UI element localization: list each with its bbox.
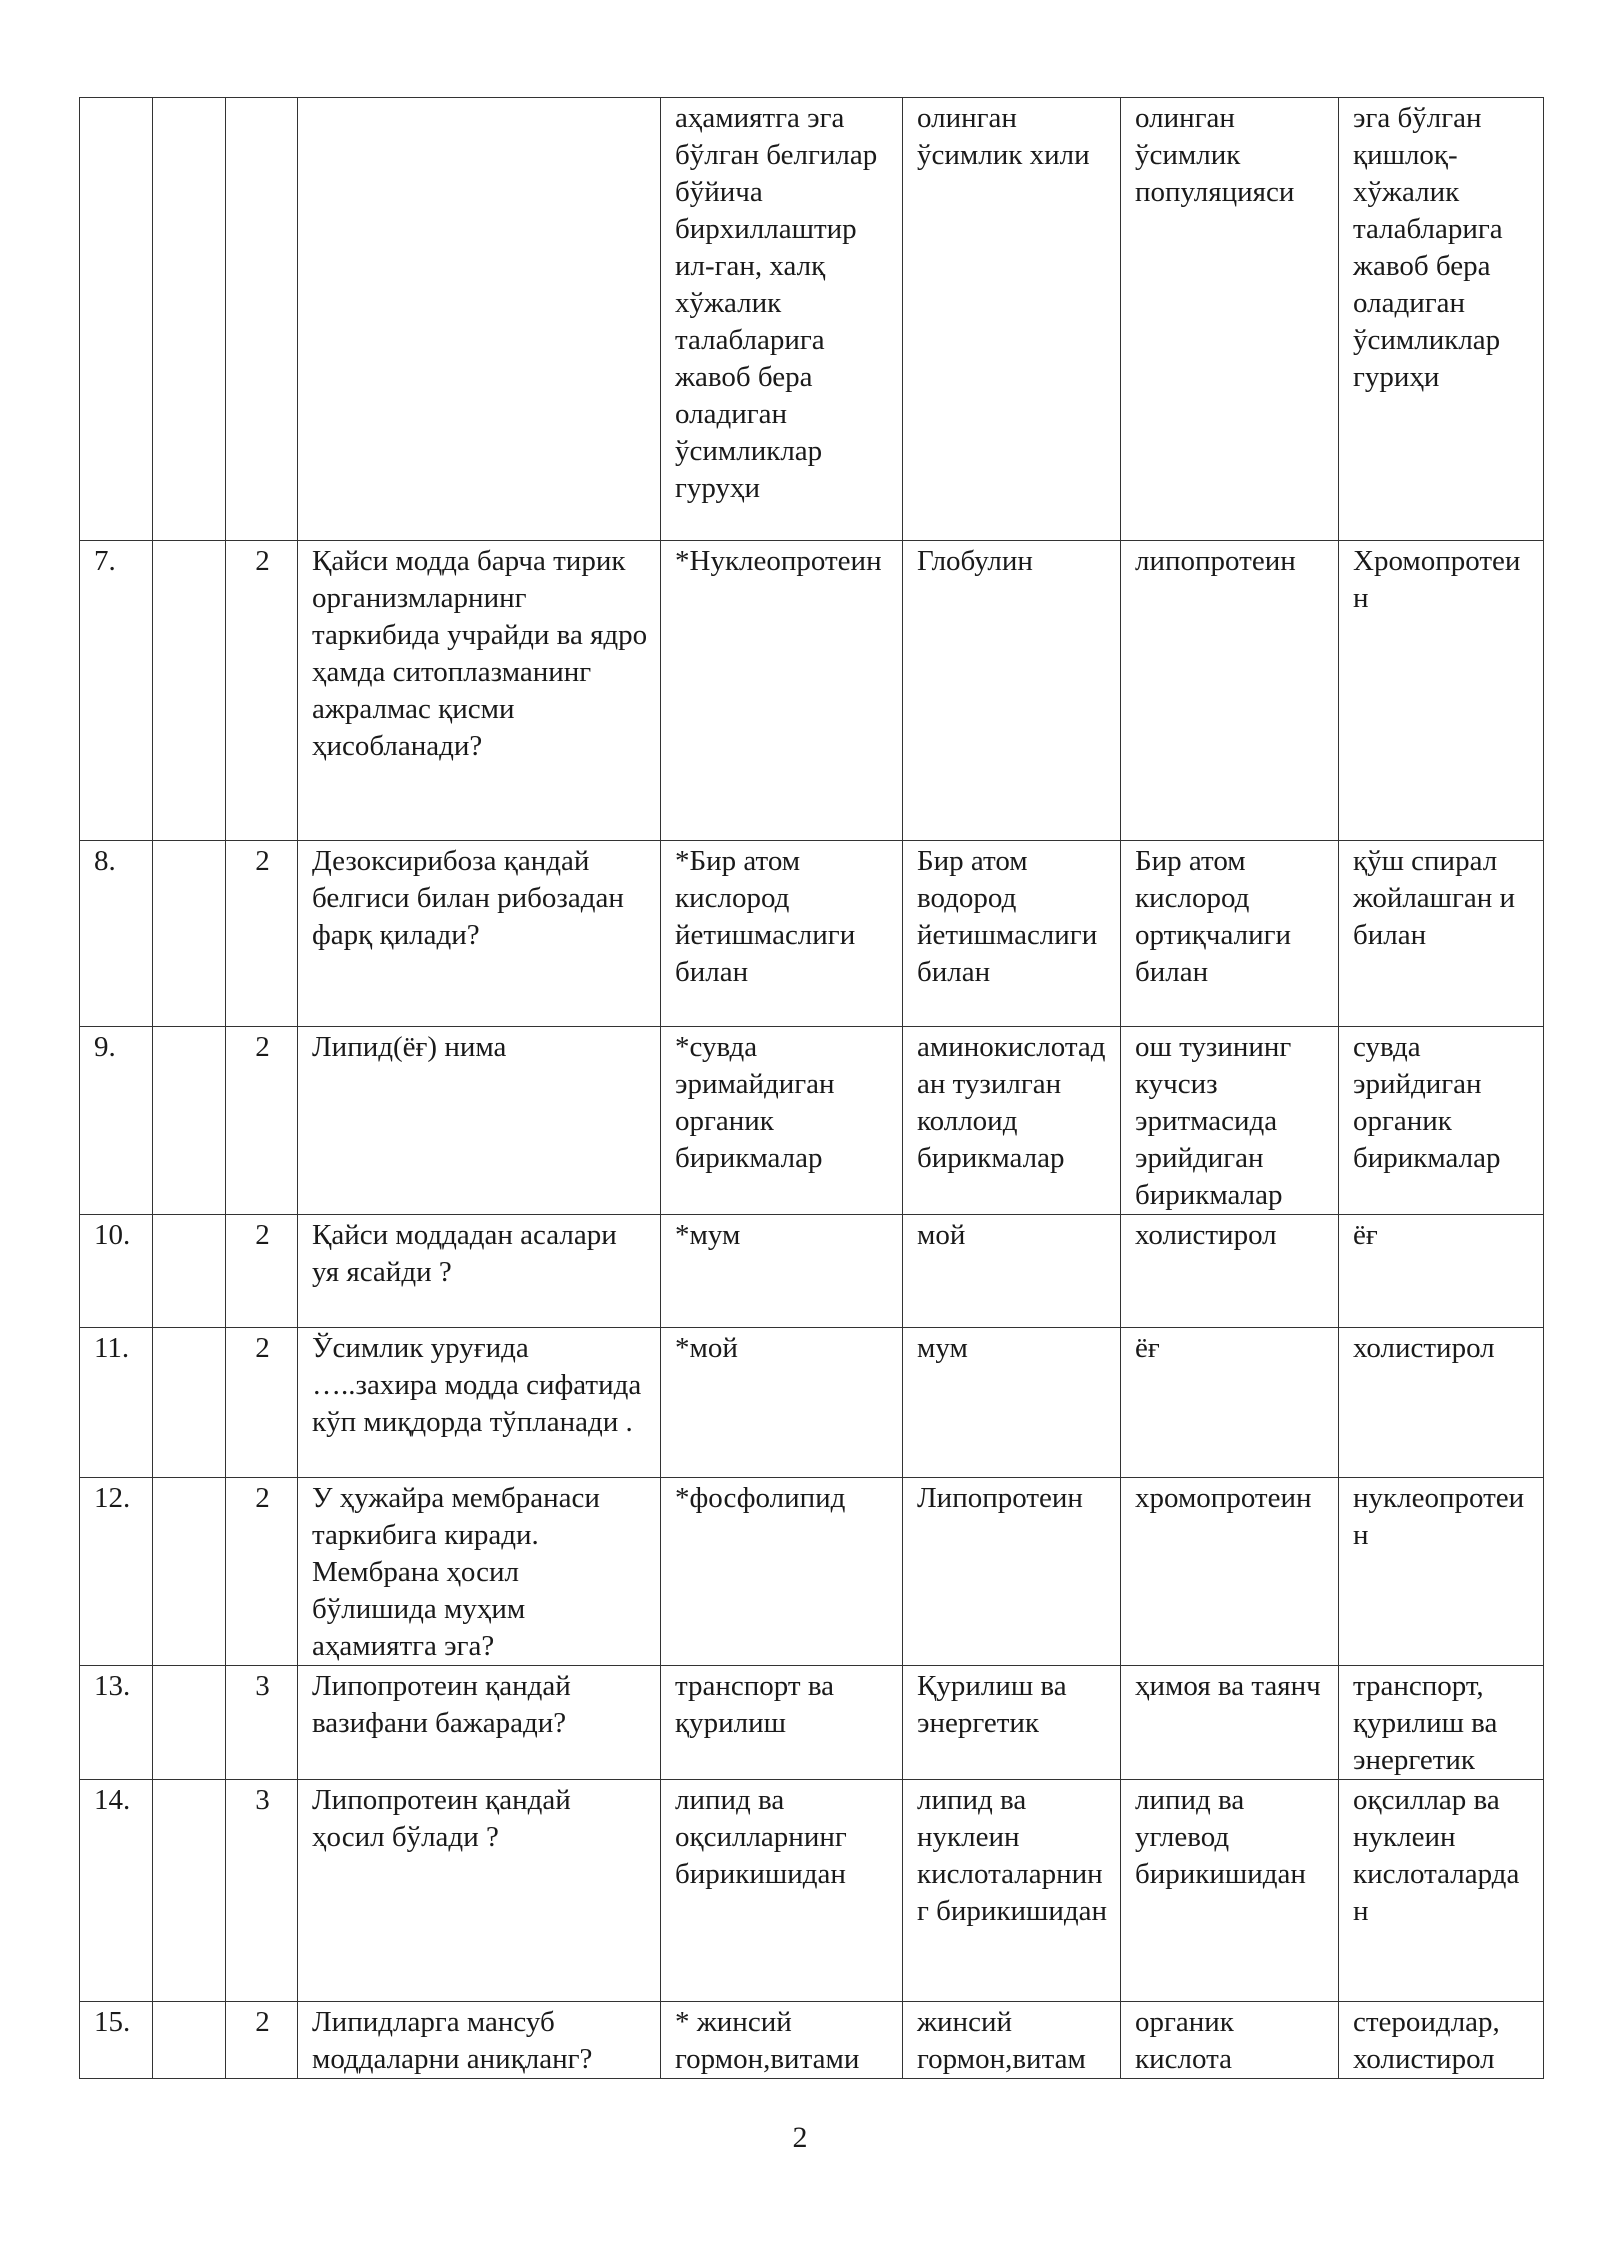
test-questions-table bbox=[79, 97, 1544, 2079]
answer-option-d-cell: эга бўлган қишлоқ-хўжалик талабларига жавоб бера оладиган ўсимликлар гуриҳи bbox=[1339, 98, 1544, 541]
question-text-cell: Ўсимлик уруғида …..захира модда сифатида кўп миқдорда тўпланади . bbox=[298, 1328, 661, 1478]
answer-option-d-cell: оқсиллар ва нуклеин кислоталардан bbox=[1339, 1780, 1544, 2002]
answer-option-d-cell: нуклеопротеин bbox=[1339, 1478, 1544, 1666]
blank-cell bbox=[153, 98, 226, 541]
answer-correct-cell: липид ва оқсилларнинг бирикишидан bbox=[661, 1780, 903, 2002]
question-number-cell: 9. bbox=[80, 1027, 153, 1215]
blank-cell bbox=[153, 1666, 226, 1780]
question-number-cell: 12. bbox=[80, 1478, 153, 1666]
question-text-cell: Липид(ёғ) нима bbox=[298, 1027, 661, 1215]
answer-correct-cell: *Бир атом кислород йетишмаслиги билан bbox=[661, 841, 903, 1027]
table-row bbox=[80, 841, 1544, 1027]
question-number-cell: 14. bbox=[80, 1780, 153, 2002]
question-text-cell: Липопротеин қандай ҳосил бўлади ? bbox=[298, 1780, 661, 2002]
question-number-cell bbox=[80, 98, 153, 541]
table-row bbox=[80, 1780, 1544, 2002]
answer-option-c-cell: органик кислота bbox=[1121, 2002, 1339, 2079]
table-row bbox=[80, 1478, 1544, 1666]
answer-option-b-cell: Липопротеин bbox=[903, 1478, 1121, 1666]
difficulty-cell: 2 bbox=[226, 2002, 298, 2079]
answer-option-c-cell: ҳимоя ва таянч bbox=[1121, 1666, 1339, 1780]
difficulty-cell: 2 bbox=[226, 841, 298, 1027]
answer-option-c-cell: холистирол bbox=[1121, 1215, 1339, 1328]
difficulty-cell bbox=[226, 98, 298, 541]
answer-correct-cell: *мой bbox=[661, 1328, 903, 1478]
table-row bbox=[80, 1328, 1544, 1478]
difficulty-cell: 3 bbox=[226, 1780, 298, 2002]
blank-cell bbox=[153, 1215, 226, 1328]
blank-cell bbox=[153, 1027, 226, 1215]
table-row bbox=[80, 1027, 1544, 1215]
difficulty-cell: 2 bbox=[226, 1027, 298, 1215]
answer-option-d-cell: транспорт, қурилиш ва энергетик bbox=[1339, 1666, 1544, 1780]
answer-option-d-cell: стероидлар, холистирол bbox=[1339, 2002, 1544, 2079]
answer-correct-cell: аҳамиятга эга бўлган белгилар бўйича бирхиллаштир ил-ган, халқ хўжалик талабларига жавоб бера оладиган ўсимликлар гуруҳи bbox=[661, 98, 903, 541]
question-text-cell: Қайси модда барча тирик организмларнинг таркибида учрайди ва ядро ҳамда ситоплазманинг ажралмас қисми ҳисобланади? bbox=[298, 541, 661, 841]
page-number: 2 bbox=[792, 2121, 808, 2154]
answer-option-c-cell: липопротеин bbox=[1121, 541, 1339, 841]
question-number-cell: 8. bbox=[80, 841, 153, 1027]
answer-option-d-cell: қўш спирал жойлашган и билан bbox=[1339, 841, 1544, 1027]
blank-cell bbox=[153, 2002, 226, 2079]
question-text-cell: У ҳужайра мембранаси таркибига киради. Мембрана ҳосил бўлишида муҳим аҳамиятга эга? bbox=[298, 1478, 661, 1666]
answer-option-b-cell: Глобулин bbox=[903, 541, 1121, 841]
table-row bbox=[80, 1666, 1544, 1780]
answer-option-b-cell: мум bbox=[903, 1328, 1121, 1478]
answer-correct-cell: транспорт ва қурилиш bbox=[661, 1666, 903, 1780]
table-row bbox=[80, 541, 1544, 841]
table-row bbox=[80, 98, 1544, 541]
table-body bbox=[80, 98, 1544, 2079]
answer-correct-cell: * жинсий гормон,витами bbox=[661, 2002, 903, 2079]
question-number-cell: 7. bbox=[80, 541, 153, 841]
question-text-cell: Липидларга мансуб моддаларни аниқланг? bbox=[298, 2002, 661, 2079]
question-text-cell bbox=[298, 98, 661, 541]
answer-option-d-cell: холистирол bbox=[1339, 1328, 1544, 1478]
difficulty-cell: 2 bbox=[226, 541, 298, 841]
answer-option-b-cell: олинган ўсимлик хили bbox=[903, 98, 1121, 541]
blank-cell bbox=[153, 1780, 226, 2002]
blank-cell bbox=[153, 541, 226, 841]
answer-correct-cell: *Нуклеопротеин bbox=[661, 541, 903, 841]
answer-option-c-cell: ош тузининг кучсиз эритмасида эрийдиган бирикмалар bbox=[1121, 1027, 1339, 1215]
answer-option-c-cell: ёғ bbox=[1121, 1328, 1339, 1478]
answer-correct-cell: *сувда эримайдиган органик бирикмалар bbox=[661, 1027, 903, 1215]
question-number-cell: 11. bbox=[80, 1328, 153, 1478]
difficulty-cell: 2 bbox=[226, 1328, 298, 1478]
question-number-cell: 13. bbox=[80, 1666, 153, 1780]
answer-option-d-cell: Хромопротеин bbox=[1339, 541, 1544, 841]
answer-option-c-cell: хромопротеин bbox=[1121, 1478, 1339, 1666]
question-text-cell: Дезоксирибоза қандай белгиси билан рибозадан фарқ қилади? bbox=[298, 841, 661, 1027]
answer-option-d-cell: ёғ bbox=[1339, 1215, 1544, 1328]
answer-option-c-cell: Бир атом кислород ортиқчалиги билан bbox=[1121, 841, 1339, 1027]
answer-option-b-cell: липид ва нуклеин кислоталарнинг бирикишидан bbox=[903, 1780, 1121, 2002]
blank-cell bbox=[153, 1478, 226, 1666]
difficulty-cell: 3 bbox=[226, 1666, 298, 1780]
answer-correct-cell: *мум bbox=[661, 1215, 903, 1328]
answer-option-c-cell: олинган ўсимлик популяцияси bbox=[1121, 98, 1339, 541]
answer-correct-cell: *фосфолипид bbox=[661, 1478, 903, 1666]
difficulty-cell: 2 bbox=[226, 1215, 298, 1328]
answer-option-b-cell: аминокислотадан тузилган коллоид бирикмалар bbox=[903, 1027, 1121, 1215]
blank-cell bbox=[153, 1328, 226, 1478]
question-text-cell: Липопротеин қандай вазифани бажаради? bbox=[298, 1666, 661, 1780]
table-row bbox=[80, 1215, 1544, 1328]
table-row bbox=[80, 2002, 1544, 2079]
question-number-cell: 10. bbox=[80, 1215, 153, 1328]
question-number-cell: 15. bbox=[80, 2002, 153, 2079]
difficulty-cell: 2 bbox=[226, 1478, 298, 1666]
question-text-cell: Қайси моддадан асалари уя ясайди ? bbox=[298, 1215, 661, 1328]
answer-option-b-cell: Қурилиш ва энергетик bbox=[903, 1666, 1121, 1780]
answer-option-d-cell: сувда эрийдиган органик бирикмалар bbox=[1339, 1027, 1544, 1215]
answer-option-b-cell: мой bbox=[903, 1215, 1121, 1328]
answer-option-b-cell: Бир атом водород йетишмаслиги билан bbox=[903, 841, 1121, 1027]
answer-option-b-cell: жинсий гормон,витам bbox=[903, 2002, 1121, 2079]
blank-cell bbox=[153, 841, 226, 1027]
answer-option-c-cell: липид ва углевод бирикишидан bbox=[1121, 1780, 1339, 2002]
